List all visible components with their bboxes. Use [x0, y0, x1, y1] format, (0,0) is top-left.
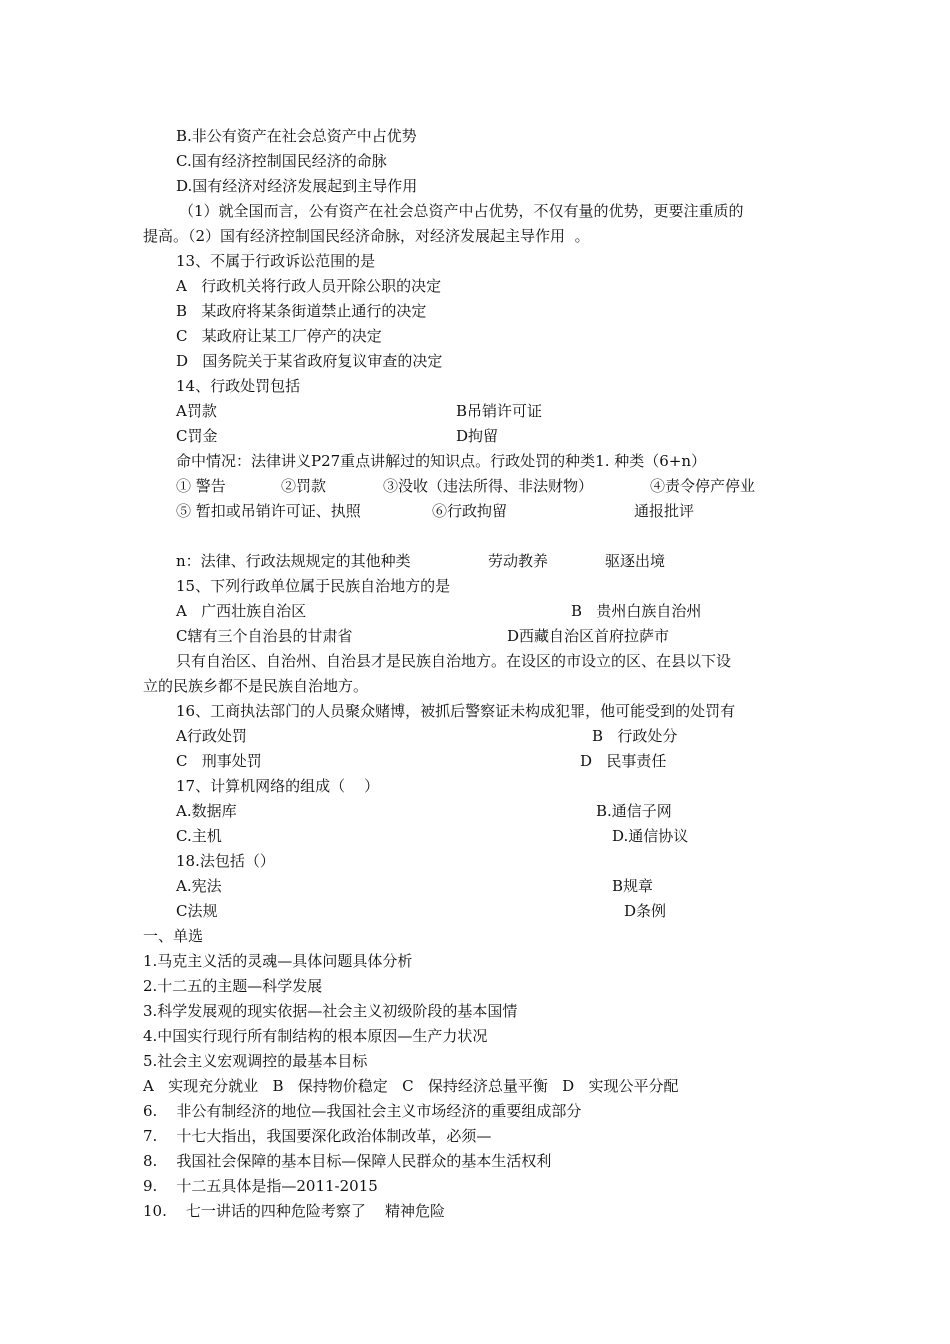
penalty-kind: 驱逐出境 — [605, 552, 666, 570]
question-14-option-c: C罚金 — [176, 427, 218, 445]
question-18-option-a: A.宪法 — [176, 877, 222, 895]
penalty-kind: ②罚款 — [281, 477, 327, 495]
single-choice-item: 8. 我国社会保障的基本目标—保障人民群众的基本生活权利 — [143, 1152, 552, 1170]
penalty-kind: ③没收（违法所得、非法财物） — [383, 477, 594, 495]
question-15-explanation: 只有自治区、自治州、自治县才是民族自治地方。在设区的市设立的区、在县以下设 — [176, 652, 732, 670]
single-choice-item: 1.马克主义活的灵魂—具体问题具体分析 — [143, 952, 413, 970]
option-b-line: B.非公有资产在社会总资产中占优势 — [176, 127, 417, 145]
option-c-line: C.国有经济控制国民经济的命脉 — [176, 152, 387, 170]
question-13-option-b: B 某政府将某条街道禁止通行的决定 — [176, 302, 427, 320]
explanation-line: （1）就全国而言，公有资产在社会总资产中占优势，不仅有量的优势，更要注重质的 — [179, 202, 744, 220]
single-choice-item: 5.社会主义宏观调控的最基本目标 — [143, 1052, 368, 1070]
question-15-option-a: A 广西壮族自治区 — [176, 602, 307, 620]
question-13-option-c: C 某政府让某工厂停产的决定 — [176, 327, 382, 345]
penalty-kind: ④责令停产停业 — [650, 477, 756, 495]
penalty-kind: ⑤ 暂扣或吊销许可证、执照 — [176, 502, 361, 520]
penalty-kind: ① 警告 — [176, 477, 226, 495]
question-15: 15、下列行政单位属于民族自治地方的是 — [176, 577, 451, 595]
question-15-option-d: D西藏自治区首府拉萨市 — [507, 627, 670, 645]
question-15-explanation: 立的民族乡都不是民族自治地方。 — [143, 677, 369, 695]
question-16-option-c: C 刑事处罚 — [176, 752, 262, 770]
option-d-line: D.国有经济对经济发展起到主导作用 — [176, 177, 418, 195]
single-choice-item: 4.中国实行现行所有制结构的根本原因—生产力状况 — [143, 1027, 488, 1045]
penalty-kind: 劳动教养 — [488, 552, 549, 570]
question-13-option-d: D 国务院关于某省政府复议审查的决定 — [176, 352, 443, 370]
single-choice-item: 3.科学发展观的现实依据—社会主义初级阶段的基本国情 — [143, 1002, 518, 1020]
penalty-kind-n: n：法律、行政法规规定的其他种类 — [176, 552, 411, 570]
question-17-option-b: B.通信子网 — [596, 802, 672, 820]
question-17-option-a: A.数据库 — [176, 802, 237, 820]
single-choice-item: 7. 十七大指出，我国要深化政治体制改革，必须— — [143, 1127, 492, 1145]
hit-note: 命中情况：法律讲义P27重点讲解过的知识点。行政处罚的种类1. 种类（6+n） — [176, 452, 707, 470]
question-18-option-d: D条例 — [624, 902, 667, 920]
question-14-option-a: A罚款 — [176, 402, 217, 420]
question-18-option-b: B规章 — [612, 877, 654, 895]
question-17: 17、计算机网络的组成（ ） — [176, 777, 380, 795]
question-18: 18.法包括（） — [176, 852, 275, 870]
question-16: 16、工商执法部门的人员聚众赌博，被抓后警察证未构成犯罪，他可能受到的处罚有 — [176, 702, 736, 720]
question-13: 13、不属于行政诉讼范围的是 — [176, 252, 376, 270]
question-16-option-a: A行政处罚 — [176, 727, 247, 745]
question-17-option-c: C.主机 — [176, 827, 222, 845]
question-18-option-c: C法规 — [176, 902, 218, 920]
question-16-option-d: D 民事责任 — [580, 752, 667, 770]
penalty-kind: 通报批评 — [634, 502, 695, 520]
question-17-option-d: D.通信协议 — [612, 827, 689, 845]
question-13-option-a: A 行政机关将行政人员开除公职的决定 — [176, 277, 442, 295]
single-choice-item: 2.十二五的主题—科学发展 — [143, 977, 323, 995]
penalty-kind: ⑥行政拘留 — [432, 502, 508, 520]
single-choice-item: 9. 十二五具体是指—2011-2015 — [143, 1177, 378, 1195]
explanation-line: 提高。（2）国有经济控制国民经济命脉，对经济发展起主导作用 。 — [143, 227, 590, 245]
question-14-option-d: D拘留 — [456, 427, 499, 445]
question-15-option-c: C辖有三个自治县的甘肃省 — [176, 627, 353, 645]
single-choice-item: 10. 七一讲话的四种危险考察了 精神危险 — [143, 1202, 446, 1220]
question-15-option-b: B 贵州白族自治州 — [571, 602, 702, 620]
question-14-option-b: B吊销许可证 — [456, 402, 543, 420]
question-16-option-b: B 行政处分 — [592, 727, 678, 745]
question-14: 14、行政处罚包括 — [176, 377, 301, 395]
single-choice-item: 6. 非公有制经济的地位—我国社会主义市场经济的重要组成部分 — [143, 1102, 582, 1120]
section-heading: 一、单选 — [143, 927, 204, 945]
single-choice-options: A 实现充分就业 B 保持物价稳定 C 保持经济总量平衡 D 实现公平分配 — [143, 1077, 679, 1095]
